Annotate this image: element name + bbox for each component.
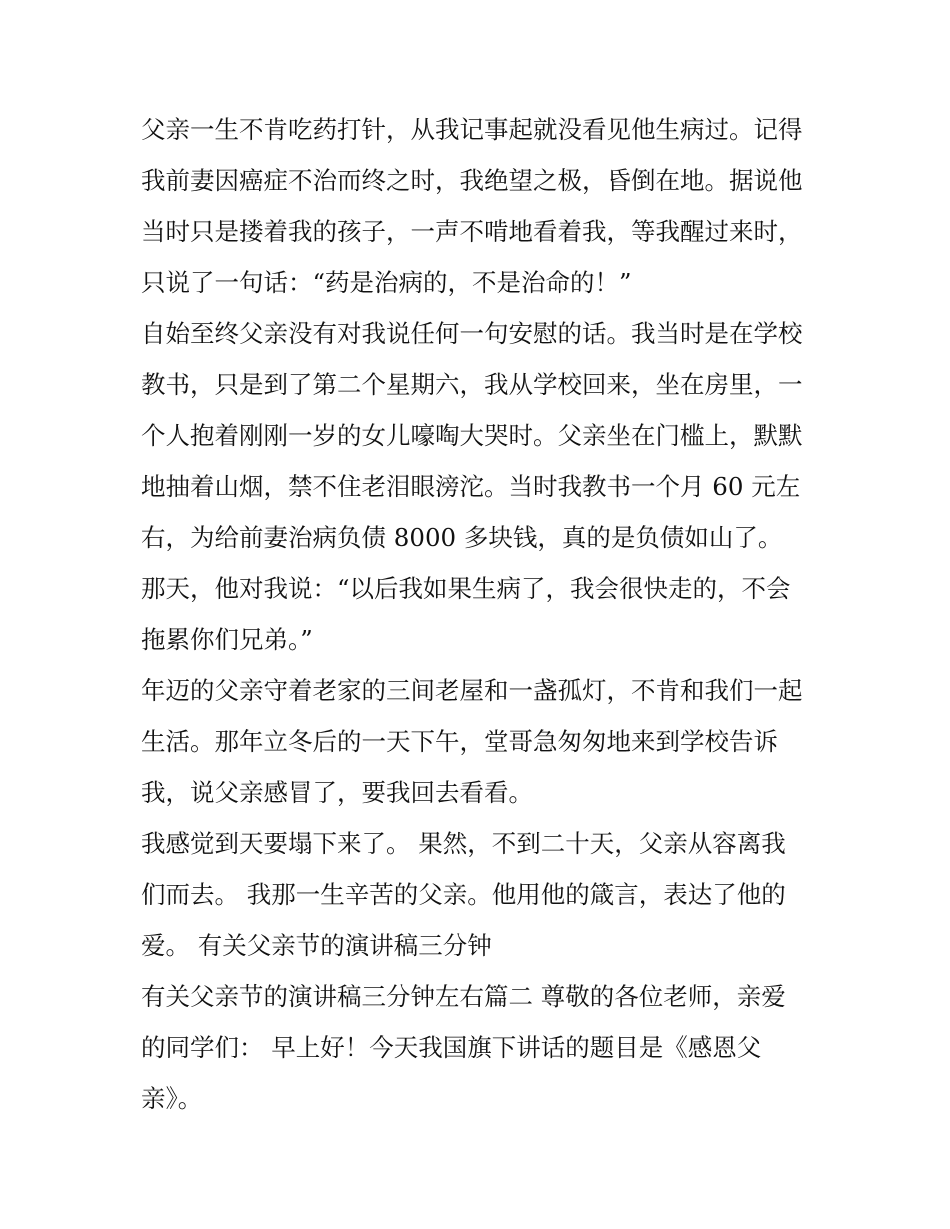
text-line: 我，说父亲感冒了，要我回去看看。 — [141, 778, 533, 807]
text-line: 我感觉到天要塌下来了。 果然，不到二十天，父亲从容离我 — [141, 829, 786, 858]
text-line: 亲》。 — [141, 1084, 203, 1113]
text-line: 教书，只是到了第二个星期六，我从学校回来，坐在房里，一 — [141, 370, 803, 399]
text-line: 右，为给前妻治病负债 8000 多块钱，真的是负债如山了。 — [141, 523, 783, 552]
text-line: 的同学们： 早上好！今天我国旗下讲话的题目是《感恩父 — [141, 1033, 762, 1062]
text-line: 自始至终父亲没有对我说任何一句安慰的话。我当时是在学校 — [141, 319, 803, 348]
text-line: 只说了一句话：“药是治病的，不是治命的！” — [141, 268, 632, 297]
text-line: 个人抱着刚刚一岁的女儿嚎啕大哭时。父亲坐在门槛上，默默 — [141, 421, 803, 450]
text-line: 有关父亲节的演讲稿三分钟左右篇二 尊敬的各位老师，亲爱 — [141, 982, 786, 1011]
text-line: 们而去。 我那一生辛苦的父亲。他用他的箴言，表达了他的 — [141, 880, 786, 909]
document-body — [141, 104, 821, 1124]
text-line: 爱。 有关父亲节的演讲稿三分钟 — [141, 931, 492, 960]
text-line: 当时只是搂着我的孩子，一声不啃地看着我，等我醒过来时， — [141, 217, 803, 246]
text-line: 拖累你们兄弟。” — [141, 625, 313, 654]
text-line: 那天，他对我说：“以后我如果生病了，我会很快走的，不会 — [141, 574, 791, 603]
text-line: 我前妻因癌症不治而终之时，我绝望之极，昏倒在地。据说他 — [141, 166, 803, 195]
text-line: 地抽着山烟，禁不住老泪眼滂沱。当时我教书一个月 60 元左 — [141, 472, 801, 501]
text-line: 父亲一生不肯吃药打针，从我记事起就没看见他生病过。记得 — [141, 115, 803, 144]
text-line: 年迈的父亲守着老家的三间老屋和一盏孤灯，不肯和我们一起 — [141, 676, 803, 705]
text-line: 生活。那年立冬后的一天下午，堂哥急匆匆地来到学校告诉 — [141, 727, 778, 756]
